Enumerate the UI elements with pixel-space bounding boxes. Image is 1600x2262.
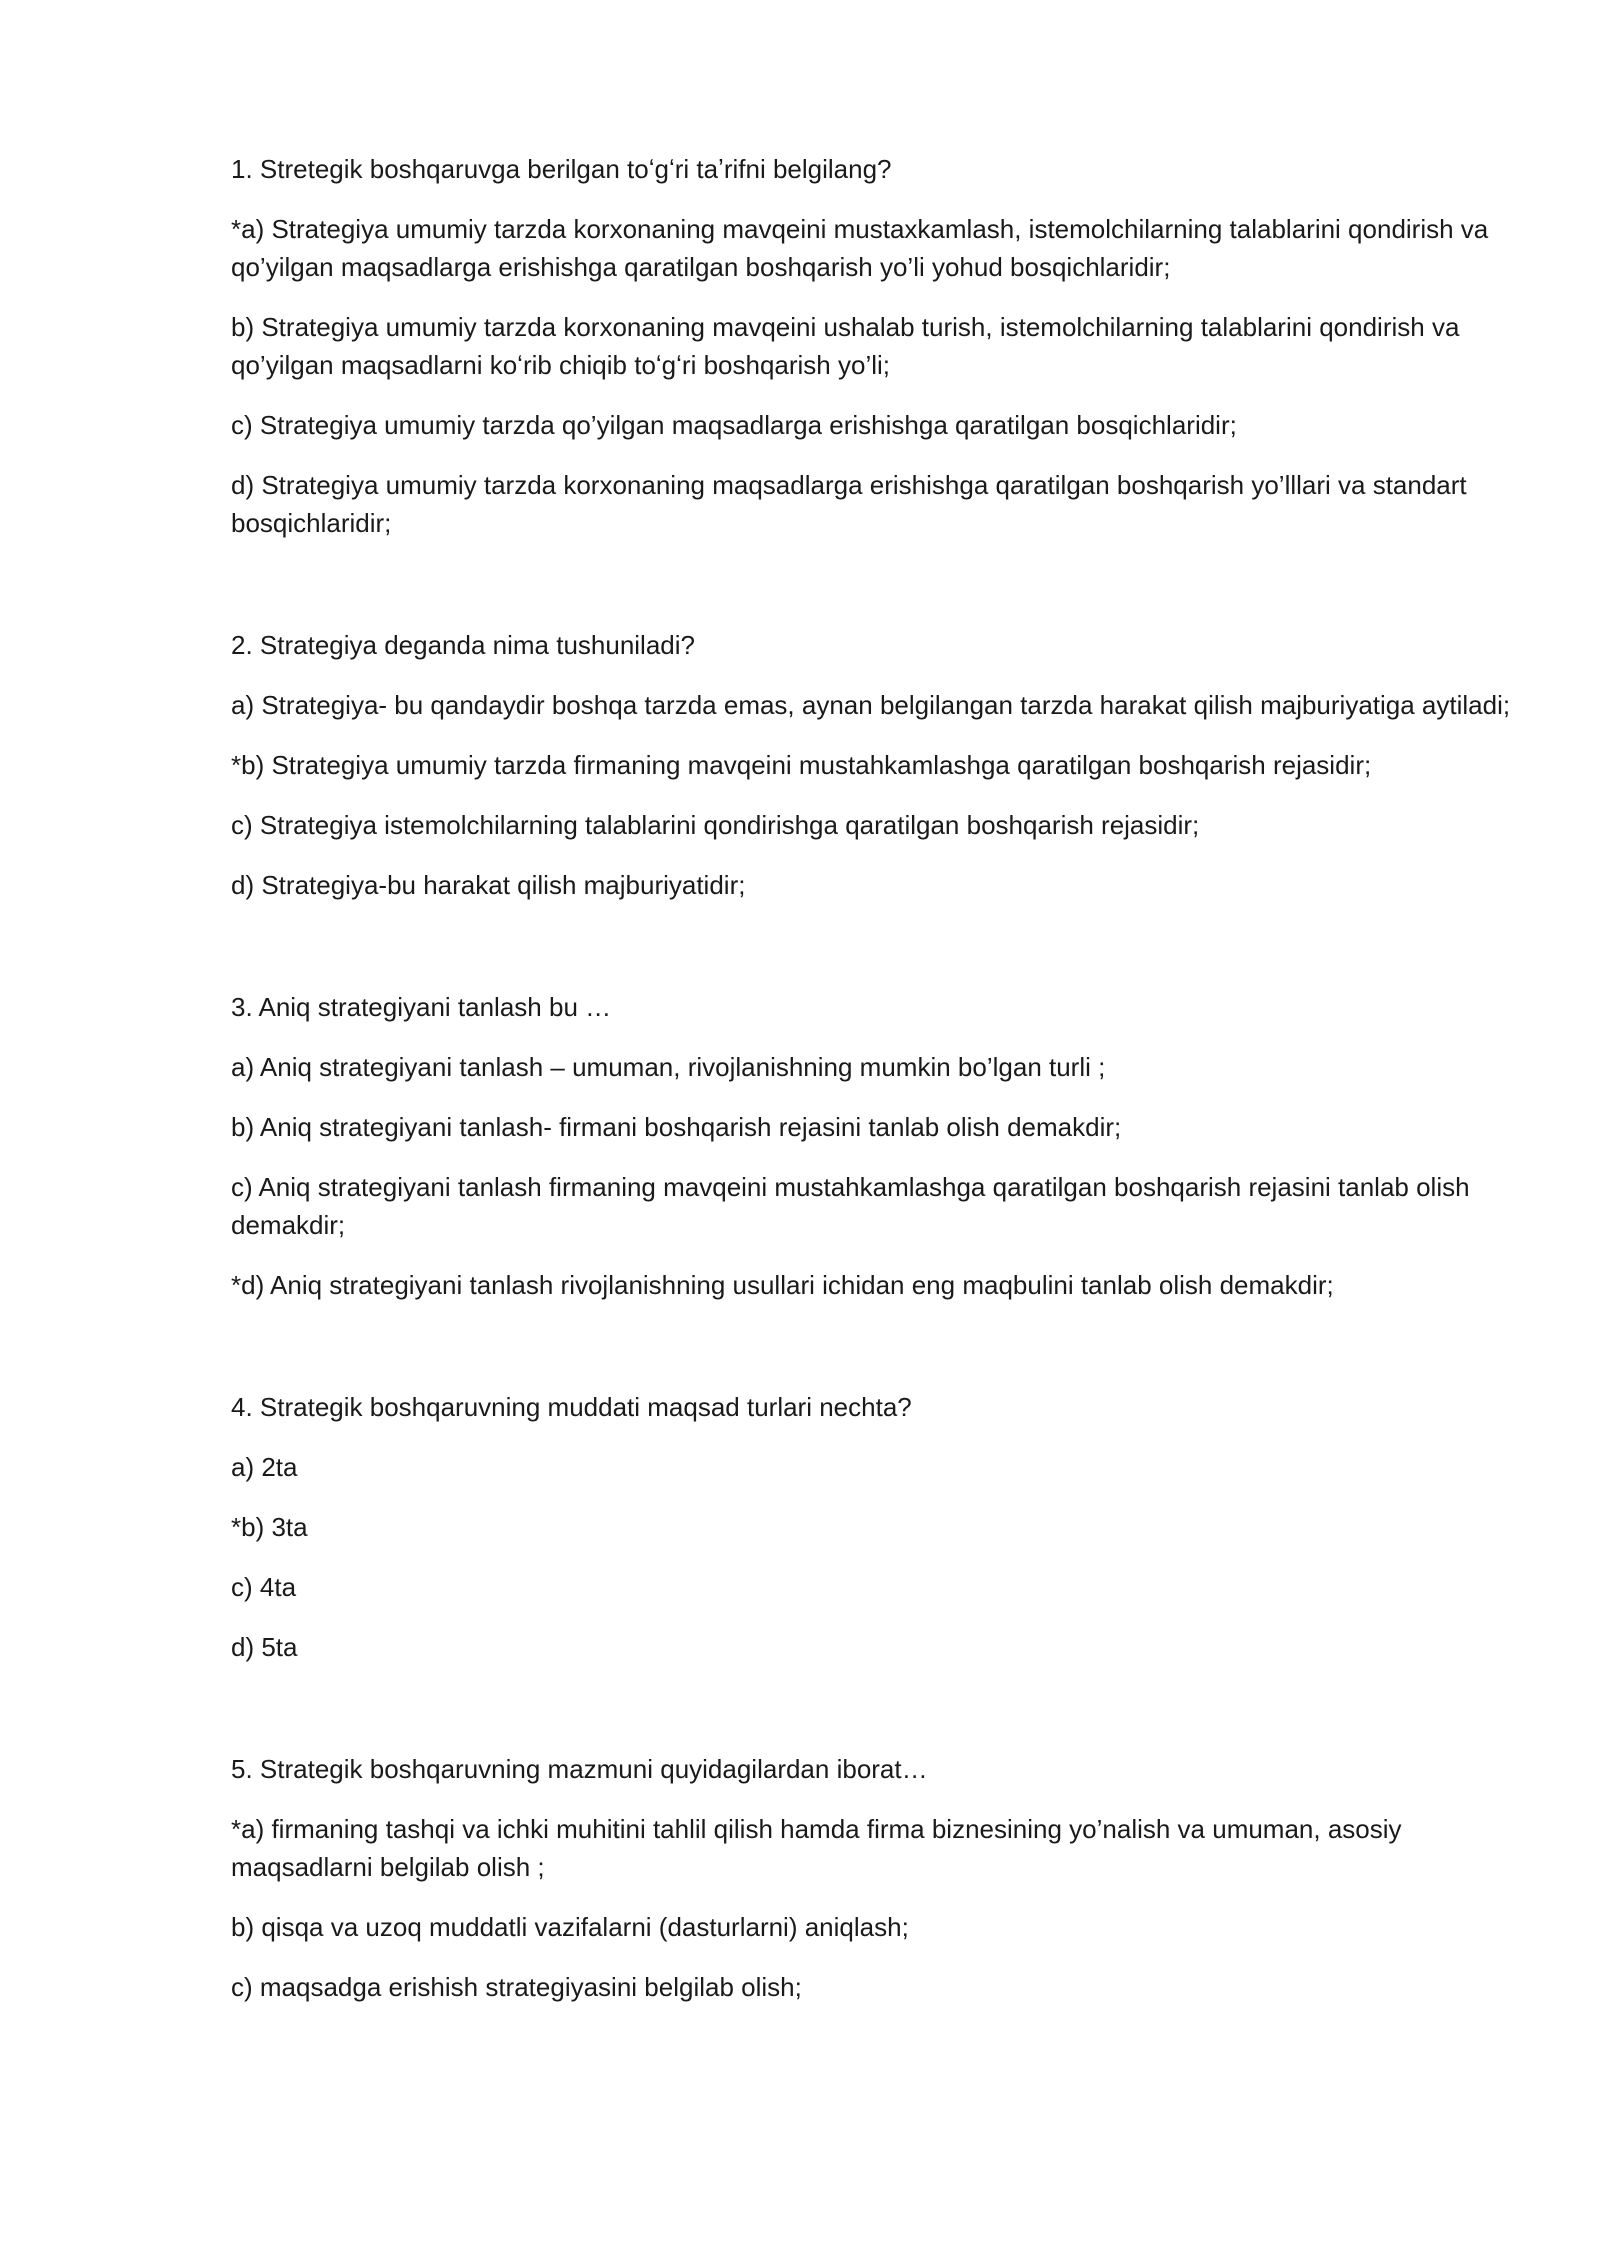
question-title: 2. Strategiya deganda nima tushuniladi? (231, 630, 695, 660)
answer-option: *d) Aniq strategiyani tanlash rivojlanishning usullari ichidan eng maqbulini tanlab olish demakdir; (231, 1270, 1334, 1300)
answer-option: b) qisqa va uzoq muddatli vazifalarni (dasturlarni) aniqlash; (231, 1912, 909, 1942)
question-5 (231, 1750, 1511, 2006)
answer-option: c) maqsadga erishish strategiyasini belgilab olish; (231, 1972, 802, 2002)
answer-option: d) Strategiya umumiy tarzda korxonaning maqsadlarga erishishga qaratilgan boshqarish yo’lllari va standart bosqichlaridir; (231, 470, 1467, 538)
question-title: 5. Strategik boshqaruvning mazmuni quyidagilardan iborat… (231, 1754, 928, 1784)
answer-option: c) 4ta (231, 1572, 297, 1602)
answer-option: a) Strategiya- bu qandaydir boshqa tarzda emas, aynan belgilangan tarzda harakat qilish majburiyatiga aytiladi; (231, 690, 1511, 720)
question-title: 3. Aniq strategiyani tanlash bu … (231, 992, 612, 1022)
answer-option: c) Aniq strategiyani tanlash firmaning mavqeini mustahkamlashga qaratilgan boshqarish rejasini tanlab olish demakdir; (231, 1172, 1470, 1240)
answer-option: c) Strategiya umumiy tarzda qo’yilgan maqsadlarga erishishga qaratilgan bosqichlaridir; (231, 410, 1237, 440)
question-2 (231, 626, 1511, 904)
answer-option: *b) 3ta (231, 1512, 308, 1542)
question-1 (231, 150, 1511, 542)
answer-option: a) Aniq strategiyani tanlash – umuman, rivojlanishning mumkin bo’lgan turli ; (231, 1052, 1106, 1082)
question-3 (231, 988, 1511, 1304)
answer-option: d) Strategiya-bu harakat qilish majburiyatidir; (231, 870, 746, 900)
answer-option: *a) Strategiya umumiy tarzda korxonaning mavqeini mustaxkamlash, istemolchilarning talablarini qondirish va qo’yilgan maqsadlarga erishishga qaratilgan boshqarish yo’li yohud bosqichlaridir; (231, 214, 1489, 282)
answer-option: b) Aniq strategiyani tanlash- firmani boshqarish rejasini tanlab olish demakdir; (231, 1112, 1122, 1142)
answer-option: *a) firmaning tashqi va ichki muhitini tahlil qilish hamda firma biznesining yo’nalish va umuman, asosiy maqsadlarni belgilab olish ; (231, 1814, 1402, 1882)
question-4 (231, 1388, 1511, 1666)
answer-option: d) 5ta (231, 1632, 298, 1662)
question-title: 1. Stretegik boshqaruvga berilgan toʻgʻri taʼrifni belgilang? (231, 154, 892, 184)
question-spacer (231, 564, 1511, 626)
question-title: 4. Strategik boshqaruvning muddati maqsad turlari nechta? (231, 1392, 912, 1422)
answer-option: *b) Strategiya umumiy tarzda firmaning mavqeini mustahkamlashga qaratilgan boshqarish rejasidir; (231, 750, 1372, 780)
question-spacer (231, 1688, 1511, 1750)
answer-option: c) Strategiya istemolchilarning talablarini qondirishga qaratilgan boshqarish rejasidir; (231, 810, 1200, 840)
question-spacer (231, 1326, 1511, 1388)
question-spacer (231, 926, 1511, 988)
answer-option: a) 2ta (231, 1452, 298, 1482)
document-body (231, 150, 1511, 2028)
answer-option: b) Strategiya umumiy tarzda korxonaning mavqeini ushalab turish, istemolchilarning talablarini qondirish va qo’yilgan maqsadlarni koʻrib chiqib toʻgʻri boshqarish yo’li; (231, 312, 1460, 380)
